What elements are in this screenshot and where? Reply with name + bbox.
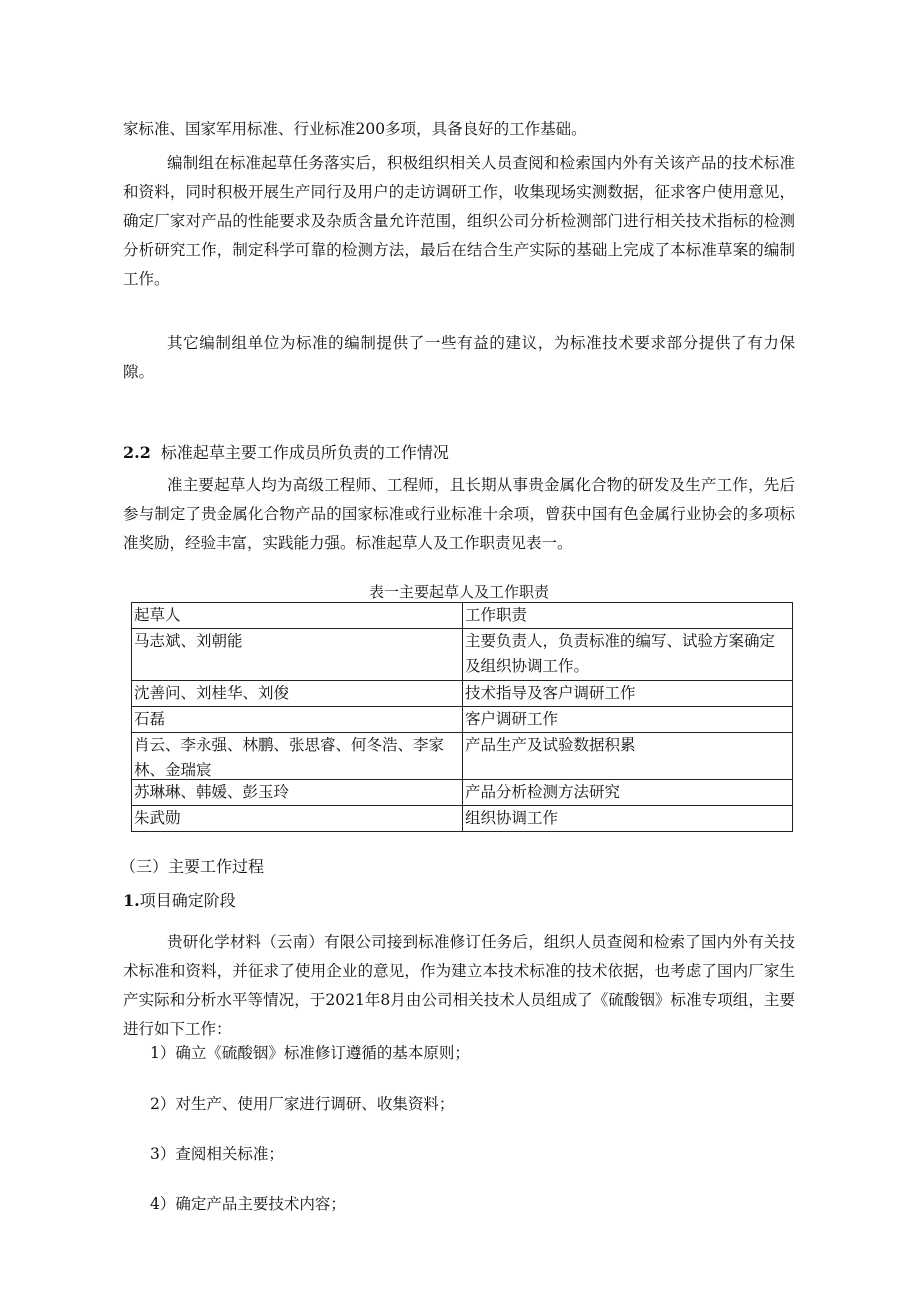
section-number: 1. [123, 891, 140, 910]
table-cell: 主要负责人，负责标准的编写、试验方案确定及组织协调工作。 [463, 629, 793, 681]
table-cell: 石磊 [132, 707, 463, 733]
section-heading-work-process: （三）主要工作过程 [120, 857, 265, 876]
table-header-row [132, 603, 793, 629]
table-cell: 朱武勋 [132, 806, 463, 832]
table-row [132, 733, 793, 780]
header-cell-drafter: 起草人 [132, 603, 463, 629]
drafters-table [131, 602, 793, 832]
table-cell: 技术指导及客户调研工作 [463, 681, 793, 707]
list-item: 1）确立《硫酸铟》标准修订遵循的基本原则； [150, 1044, 470, 1062]
table-cell: 组织协调工作 [463, 806, 793, 832]
section-title: 标准起草主要工作成员所负责的工作情况 [160, 443, 449, 462]
table-row [132, 780, 793, 806]
header-cell-duty: 工作职责 [463, 603, 793, 629]
paragraph-drafters-intro: 准主要起草人均为高级工程师、工程师，且长期从事贵金属化合物的研发及生产工作，先后参与制定了贵金属化合物产品的国家标准或行业标准十余项，曾获中国有色金属行业协会的多项标准奖励，经验丰富，实践能力强。标准起草人及工作职责见表一。 [123, 476, 795, 552]
paragraph-foundation: 家标准、国家军用标准、行业标准200多项，具备良好的工作基础。 [123, 120, 587, 138]
list-item: 3）查阅相关标准； [150, 1145, 284, 1163]
table-row [132, 629, 793, 681]
table-cell: 肖云、李永强、林鹏、张思睿、何冬浩、李家林、金瑞宸 [134, 736, 445, 779]
paragraph-other-units: 其它编制组单位为标准的编制提供了一些有益的建议，为标准技术要求部分提供了有力保隙。 [123, 334, 795, 381]
table-cell: 苏琳琳、韩媛、彭玉玲 [132, 780, 463, 806]
paragraph-project-stage: 贵研化学材料（云南）有限公司接到标准修订任务后，组织人员查阅和检索了国内外有关技术标准和资料，并征求了使用企业的意见，作为建立本技术标准的技术依据，也考虑了国内厂家生产实际和分析水平等情况，于2021年8月由公司相关技术人员组成了《硫酸铟》标准专项组，主要进行如下工作： [123, 933, 795, 1038]
table-caption: 表一主要起草人及工作职责 [368, 583, 549, 601]
section-number: 2.2 [123, 443, 151, 462]
table-cell: 产品分析检测方法研究 [463, 780, 793, 806]
list-item: 2）对生产、使用厂家进行调研、收集资料； [150, 1095, 455, 1113]
section-heading-project-stage [123, 888, 236, 911]
table-cell: 沈善问、刘桂华、刘俊 [132, 681, 463, 707]
table-row [132, 707, 793, 733]
table-cell: 产品生产及试验数据积累 [463, 733, 793, 780]
paragraph-drafting-process: 编制组在标准起草任务落实后，积极组织相关人员查阅和检索国内外有关该产品的技术标准和资料，同时积极开展生产同行及用户的走访调研工作，收集现场实测数据，征求客户使用意见，确定厂家对产品的性能要求及杂质含量允许范围，组织公司分析检测部门进行相关技术指标的检测分析研究工作，制定科学可靠的检测方法，最后在结合生产实际的基础上完成了本标准草案的编制工作。 [123, 154, 795, 288]
section-title: 项目确定阶段 [139, 891, 236, 910]
list-item: 4）确定产品主要技术内容； [150, 1195, 346, 1213]
table-cell: 马志斌、刘朝能 [132, 629, 463, 681]
table-row [132, 681, 793, 707]
table-row [132, 806, 793, 832]
table-cell: 客户调研工作 [463, 707, 793, 733]
section-heading-2-2 [123, 440, 449, 463]
